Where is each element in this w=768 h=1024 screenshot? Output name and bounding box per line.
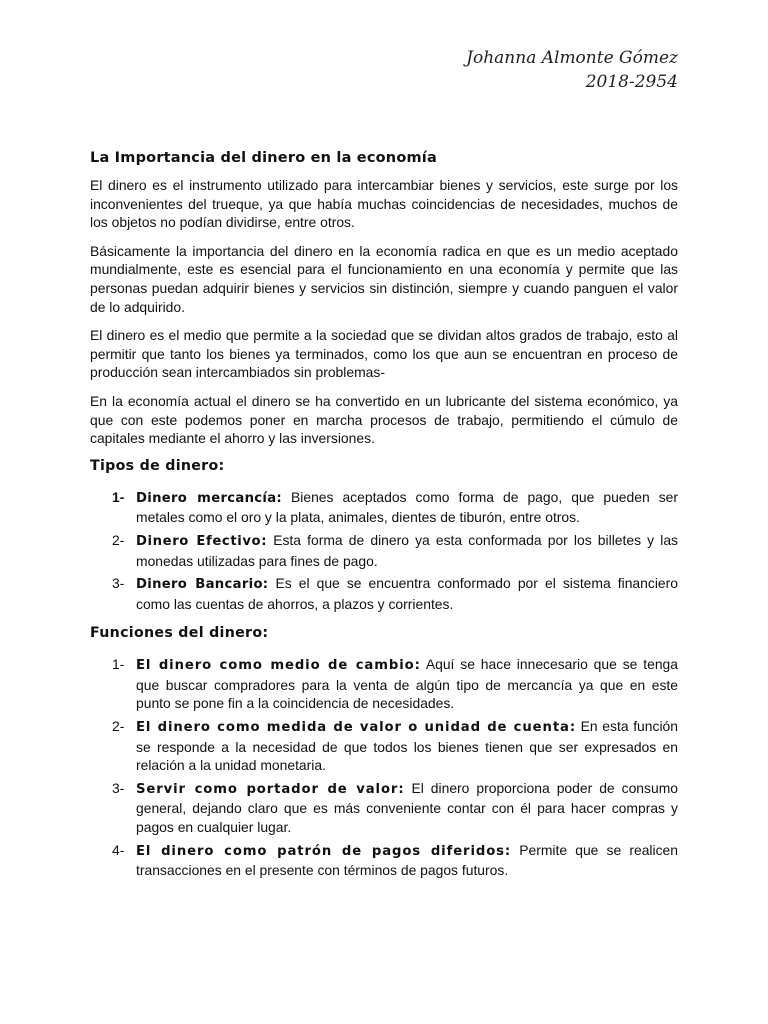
list-item-body	[136, 488, 678, 527]
paragraph: En la economía actual el dinero se ha convertido en un lubricante del sistema económico, ya que con este podemos poner en marcha procesos de trabajo, permitiendo el cúmulo de capitales mediante el ahorro y las inversiones.	[90, 392, 678, 447]
list-item-body	[136, 779, 678, 837]
list-number: 2-	[112, 531, 125, 548]
list-term: El dinero como medio de cambio:	[136, 658, 421, 674]
list-item-body	[136, 841, 678, 880]
list-text: Esta forma de dinero ya esta conformada por los billetes y las monedas utilizadas para fines de pago.	[136, 531, 678, 569]
list-item-body	[136, 655, 678, 713]
list-term: El dinero como medida de valor o unidad de cuenta:	[136, 720, 576, 736]
list-term: Dinero mercancía:	[136, 490, 282, 506]
list-item	[90, 488, 678, 527]
student-id: 2018-2954	[585, 72, 678, 92]
list-term: Servir como portador de valor:	[136, 781, 405, 797]
tipos-list	[90, 488, 678, 614]
list-text: Es el que se encuentra conformado por el sistema financiero como las cuentas de ahorros, a plazos y corrientes.	[136, 575, 678, 612]
list-item-body	[136, 574, 678, 613]
list-term: El dinero como patrón de pagos diferidos:	[136, 843, 512, 859]
list-text: El dinero proporciona poder de consumo general, dejando claro que es más conveniente contar con él para hacer compras y pagos en cualquier lugar.	[136, 779, 678, 836]
list-text: Bienes aceptados como forma de pago, que pueden ser metales como el oro y la plata, animales, dientes de tiburón, entre otros.	[136, 488, 678, 526]
list-item	[90, 841, 678, 880]
document-title: La Importancia del dinero en la economía	[90, 150, 437, 166]
paragraph: Básicamente la importancia del dinero en la economía radica en que es un medio aceptado mundialmente, este es esencial para el funcionamiento en una economía y permite que las personas puedan adquirir bienes y servicios sin distinción, siempre y cuando panguen el valor de lo adquirido.	[90, 242, 678, 315]
list-number: 1-	[112, 488, 125, 505]
section-heading-funciones: Funciones del dinero:	[90, 625, 269, 642]
list-number: 1-	[112, 656, 125, 673]
list-item	[90, 779, 678, 837]
list-number: 2-	[112, 718, 125, 735]
list-number: 4-	[112, 841, 125, 858]
paragraph: El dinero es el instrumento utilizado para intercambiar bienes y servicios, este surge por los inconvenientes del trueque, ya que había muchas coincidencias de necesidades, muchos de los objetos no podían dividirse, entre otros.	[90, 177, 678, 231]
list-item	[90, 717, 678, 775]
list-text: Permite que se realicen transacciones en el presente con términos de pagos futuros.	[136, 841, 678, 879]
list-term: Dinero Bancario:	[136, 577, 269, 593]
list-item	[90, 574, 678, 613]
document-body	[90, 150, 678, 892]
list-term: Dinero Efectivo:	[136, 533, 268, 549]
author-name: Johanna Almonte Gómez	[466, 48, 678, 68]
list-number: 3-	[112, 575, 125, 592]
author-block	[466, 46, 678, 94]
list-text: En esta función se responde a la necesidad de que todos los bienes tienen que ser expresados en relación a la unidad monetaria.	[136, 718, 678, 774]
list-item-body	[136, 531, 678, 570]
section-heading-tipos: Tipos de dinero:	[90, 457, 225, 474]
list-item	[90, 655, 678, 713]
list-number: 3-	[112, 779, 125, 796]
funciones-list	[90, 655, 678, 880]
list-item	[90, 531, 678, 570]
list-item-body	[136, 717, 678, 775]
paragraph: El dinero es el medio que permite a la sociedad que se dividan altos grados de trabajo, esto al permitir que tanto los bienes ya terminados, como los que aun se encuentran en proceso de producción sean intercambiados sin problemas-	[90, 327, 678, 381]
list-text: Aquí se hace innecesario que se tenga que buscar compradores para la venta de algún tipo de mercancía ya que en este punto se pone fin a la coincidencia de necesidades.	[136, 656, 678, 712]
